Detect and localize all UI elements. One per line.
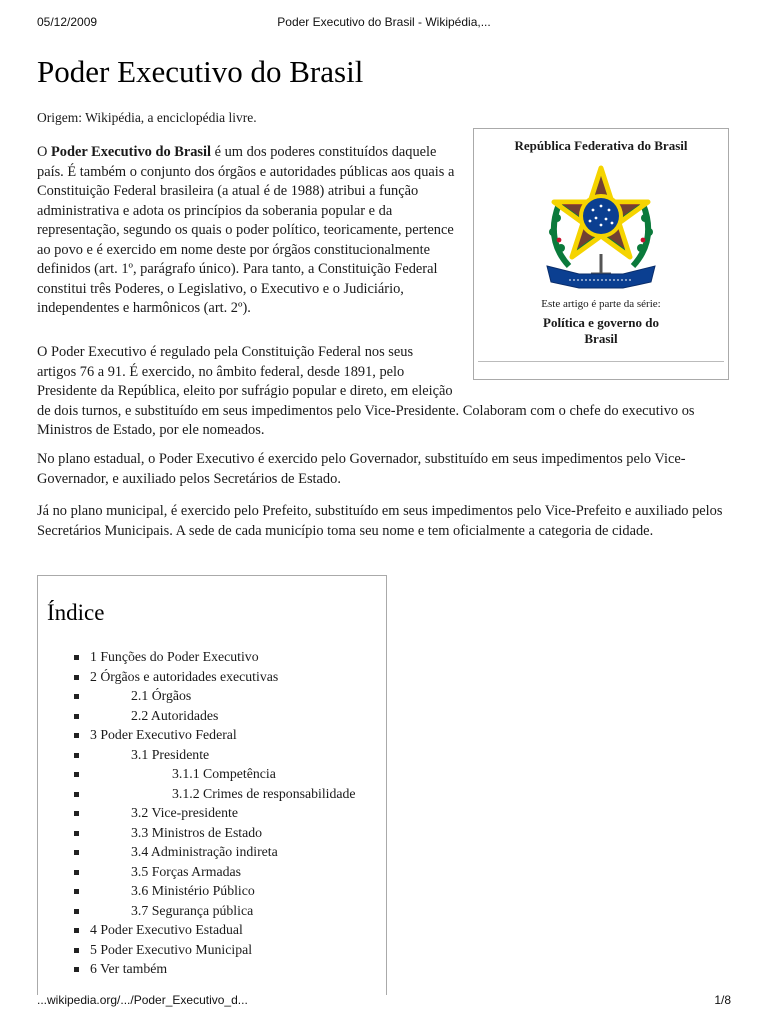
table-of-contents bbox=[37, 575, 387, 995]
toc-item[interactable]: 3.1.1 Competência bbox=[90, 764, 356, 784]
paragraph-federal-text: O Poder Executivo é regulado pela Constituição Federal nos seus artigos 76 a 91. É exercido, no âmbito federal, desde 1891, pelo Presidente da República, eleito por sufrágio popular e direto, em eleição de dois turnos, e substituído em seus impedimentos pelo Vice-Presidente. Colaboram com o chefe do executivo os Ministros de Estado, por ele nomeados. bbox=[37, 344, 695, 438]
toc-item[interactable]: 1 Funções do Poder Executivo bbox=[90, 647, 356, 667]
page-title: Poder Executivo do Brasil bbox=[37, 54, 364, 89]
toc-item[interactable]: 3.4 Administração indireta bbox=[90, 842, 356, 862]
toc-item[interactable]: 5 Poder Executivo Municipal bbox=[90, 940, 356, 960]
print-date: 05/12/2009 bbox=[37, 15, 98, 29]
toc-item[interactable]: 3 Poder Executivo Federal bbox=[90, 725, 356, 745]
infobox-series-caption: Este artigo é parte da série: bbox=[541, 298, 661, 310]
print-url: ...wikipedia.org/.../Poder_Executivo_d... bbox=[37, 993, 248, 1007]
toc-list bbox=[90, 647, 356, 979]
toc-item[interactable]: 2.1 Órgãos bbox=[90, 686, 356, 706]
intro-bold-term[interactable]: Poder Executivo do Brasil bbox=[51, 144, 212, 160]
toc-heading: Índice bbox=[47, 600, 105, 625]
toc-item[interactable]: 3.1.2 Crimes de responsabilidade bbox=[90, 784, 356, 804]
intro-lead: O bbox=[37, 144, 51, 160]
toc-item[interactable]: 3.2 Vice-presidente bbox=[90, 803, 356, 823]
infobox-title[interactable]: República Federativa do Brasil bbox=[514, 138, 688, 153]
infobox-series-title[interactable] bbox=[474, 315, 728, 347]
coat-of-arms-icon[interactable] bbox=[539, 162, 663, 290]
print-header bbox=[37, 15, 731, 33]
toc-item[interactable]: 3.3 Ministros de Estado bbox=[90, 823, 356, 843]
infobox-series-title-line1: Política e governo do bbox=[543, 315, 659, 330]
infobox-series-title-line2: Brasil bbox=[584, 331, 618, 346]
toc-item[interactable]: 6 Ver também bbox=[90, 959, 356, 979]
toc-item[interactable]: 3.5 Forças Armadas bbox=[90, 862, 356, 882]
paragraph-intro bbox=[37, 143, 455, 319]
origin-note: Origem: Wikipédia, a enciclopédia livre. bbox=[37, 110, 257, 125]
infobox-divider bbox=[478, 361, 724, 362]
toc-item[interactable]: 2.2 Autoridades bbox=[90, 706, 356, 726]
print-page-number: 1/8 bbox=[714, 993, 731, 1007]
toc-item[interactable]: 2 Órgãos e autoridades executivas bbox=[90, 667, 356, 687]
infobox bbox=[473, 128, 729, 380]
print-footer bbox=[37, 993, 731, 1011]
paragraph-municipal: Já no plano municipal, é exercido pelo Prefeito, substituído em seus impedimentos pelo Vice-Prefeito e auxiliado pelos Secretários Municipais. A sede de cada município toma seu nome e tem oficialmente a categoria de cidade. bbox=[37, 503, 723, 539]
toc-item[interactable]: 3.7 Segurança pública bbox=[90, 901, 356, 921]
print-page-title: Poder Executivo do Brasil - Wikipédia,... bbox=[277, 15, 491, 29]
toc-item[interactable]: 3.6 Ministério Público bbox=[90, 881, 356, 901]
intro-rest: é um dos poderes constituídos daquele país. É também o conjunto dos órgãos e autoridades públicas aos quais a Constituição Federal brasileira (a atual é de 1988) atribui a função administrativa e adota os princípios da soberania popular e da representação, segundo os quais o poder político, teoricamente, pertence ao povo e é exercido em nome deste por órgãos constitucionalmente definidos (art. 1º, parágrafo único). Para tanto, a Constituição Federal constitui três Poderes, o Legislativo, o Executivo e o Judiciário, independentes e harmônicos (art. 2º). bbox=[37, 144, 455, 316]
paragraph-state: No plano estadual, o Poder Executivo é exercido pelo Governador, substituído em seus impedimentos pelo Vice-Governador, e auxiliado pelos Secretários de Estado. bbox=[37, 451, 686, 487]
toc-item[interactable]: 4 Poder Executivo Estadual bbox=[90, 920, 356, 940]
toc-item[interactable]: 3.1 Presidente bbox=[90, 745, 356, 765]
